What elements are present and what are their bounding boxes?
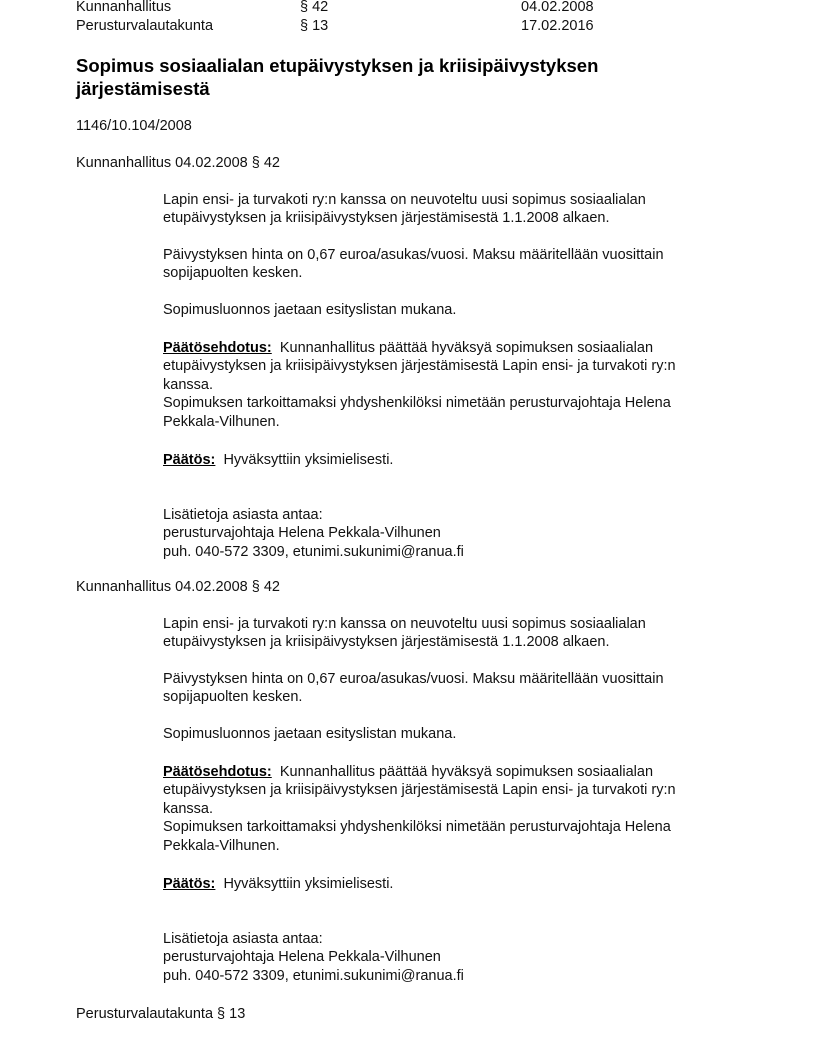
text-line: kanssa.: [163, 800, 213, 817]
decision-text: Hyväksyttiin yksimielisesti.: [223, 876, 394, 892]
page-title: [76, 54, 598, 100]
text-line: Kunnanhallitus päättää hyväksyä sopimuksen sosiaalialan: [279, 340, 654, 356]
text-line: Kunnanhallitus päättää hyväksyä sopimuksen sosiaalialan: [279, 764, 654, 780]
text-line: Pekkala-Vilhunen.: [163, 837, 280, 854]
paragraph: Sopimusluonnos jaetaan esityslistan mukana.: [163, 726, 457, 742]
text-line: sopijapuolten kesken.: [163, 689, 303, 706]
header-section: § 13: [300, 18, 329, 34]
minutes-section: [0, 154, 816, 574]
paragraph: [163, 670, 664, 707]
text-line: puh. 040-572 3309, etunimi.sukunimi@ranua.fi: [163, 543, 464, 560]
text-line: Lisätietoja asiasta antaa:: [163, 931, 323, 947]
proposal: [163, 763, 676, 855]
header-date: 17.02.2016: [521, 18, 594, 34]
title-line: järjestämisestä: [76, 78, 210, 99]
decision-label: Päätös:: [163, 876, 216, 892]
text-line: etupäivystyksen ja kriisipäivystyksen järjestämisestä Lapin ensi- ja turvakoti ry:n: [163, 358, 676, 375]
text-line: kanssa.: [163, 376, 213, 393]
paragraph: [163, 615, 646, 652]
text-line: Pekkala-Vilhunen.: [163, 413, 280, 430]
text-line: Päivystyksen hinta on 0,67 euroa/asukas/vuosi. Maksu määritellään vuosittain: [163, 247, 664, 263]
contact-info: [163, 930, 464, 985]
decision: [163, 451, 393, 469]
paragraph: [163, 191, 646, 228]
text-line: etupäivystyksen ja kriisipäivystyksen järjestämisestä 1.1.2008 alkaen.: [163, 210, 610, 227]
text-line: puh. 040-572 3309, etunimi.sukunimi@ranua.fi: [163, 967, 464, 984]
text-line: Lapin ensi- ja turvakoti ry:n kanssa on neuvoteltu uusi sopimus sosiaalialan: [163, 616, 646, 632]
proposal: [163, 339, 676, 431]
title-line: Sopimus sosiaalialan etupäivystyksen ja kriisipäivystyksen: [76, 55, 599, 76]
proposal-label: Päätösehdotus:: [163, 340, 272, 356]
record-number: 1146/10.104/2008: [76, 118, 192, 134]
text-line: sopijapuolten kesken.: [163, 265, 303, 282]
paragraph: Sopimusluonnos jaetaan esityslistan mukana.: [163, 302, 457, 318]
header-body: Kunnanhallitus: [76, 0, 172, 15]
text-line: perusturvajohtaja Helena Pekkala-Vilhunen: [163, 949, 441, 966]
paragraph: [163, 246, 664, 283]
section-heading: Kunnanhallitus 04.02.2008 § 42: [76, 579, 280, 595]
decision-label: Päätös:: [163, 452, 216, 468]
header-section: § 42: [300, 0, 329, 15]
header-body: Perusturvalautakunta: [76, 18, 214, 34]
footer-section-heading: Perusturvalautakunta § 13: [76, 1006, 246, 1022]
minutes-section: [0, 578, 816, 998]
text-line: Sopimuksen tarkoittamaksi yhdyshenkilöksi nimetään perusturvajohtaja Helena: [163, 395, 671, 412]
proposal-label: Päätösehdotus:: [163, 764, 272, 780]
text-line: etupäivystyksen ja kriisipäivystyksen järjestämisestä Lapin ensi- ja turvakoti ry:n: [163, 782, 676, 799]
text-line: etupäivystyksen ja kriisipäivystyksen järjestämisestä 1.1.2008 alkaen.: [163, 634, 610, 651]
decision-text: Hyväksyttiin yksimielisesti.: [223, 452, 394, 468]
text-line: Lapin ensi- ja turvakoti ry:n kanssa on neuvoteltu uusi sopimus sosiaalialan: [163, 192, 646, 208]
section-heading: Kunnanhallitus 04.02.2008 § 42: [76, 155, 280, 171]
text-line: perusturvajohtaja Helena Pekkala-Vilhunen: [163, 525, 441, 542]
text-line: Sopimuksen tarkoittamaksi yhdyshenkilöksi nimetään perusturvajohtaja Helena: [163, 819, 671, 836]
header-date: 04.02.2008: [521, 0, 594, 15]
text-line: Lisätietoja asiasta antaa:: [163, 507, 323, 523]
decision: [163, 875, 393, 893]
text-line: Päivystyksen hinta on 0,67 euroa/asukas/vuosi. Maksu määritellään vuosittain: [163, 671, 664, 687]
contact-info: [163, 506, 464, 561]
